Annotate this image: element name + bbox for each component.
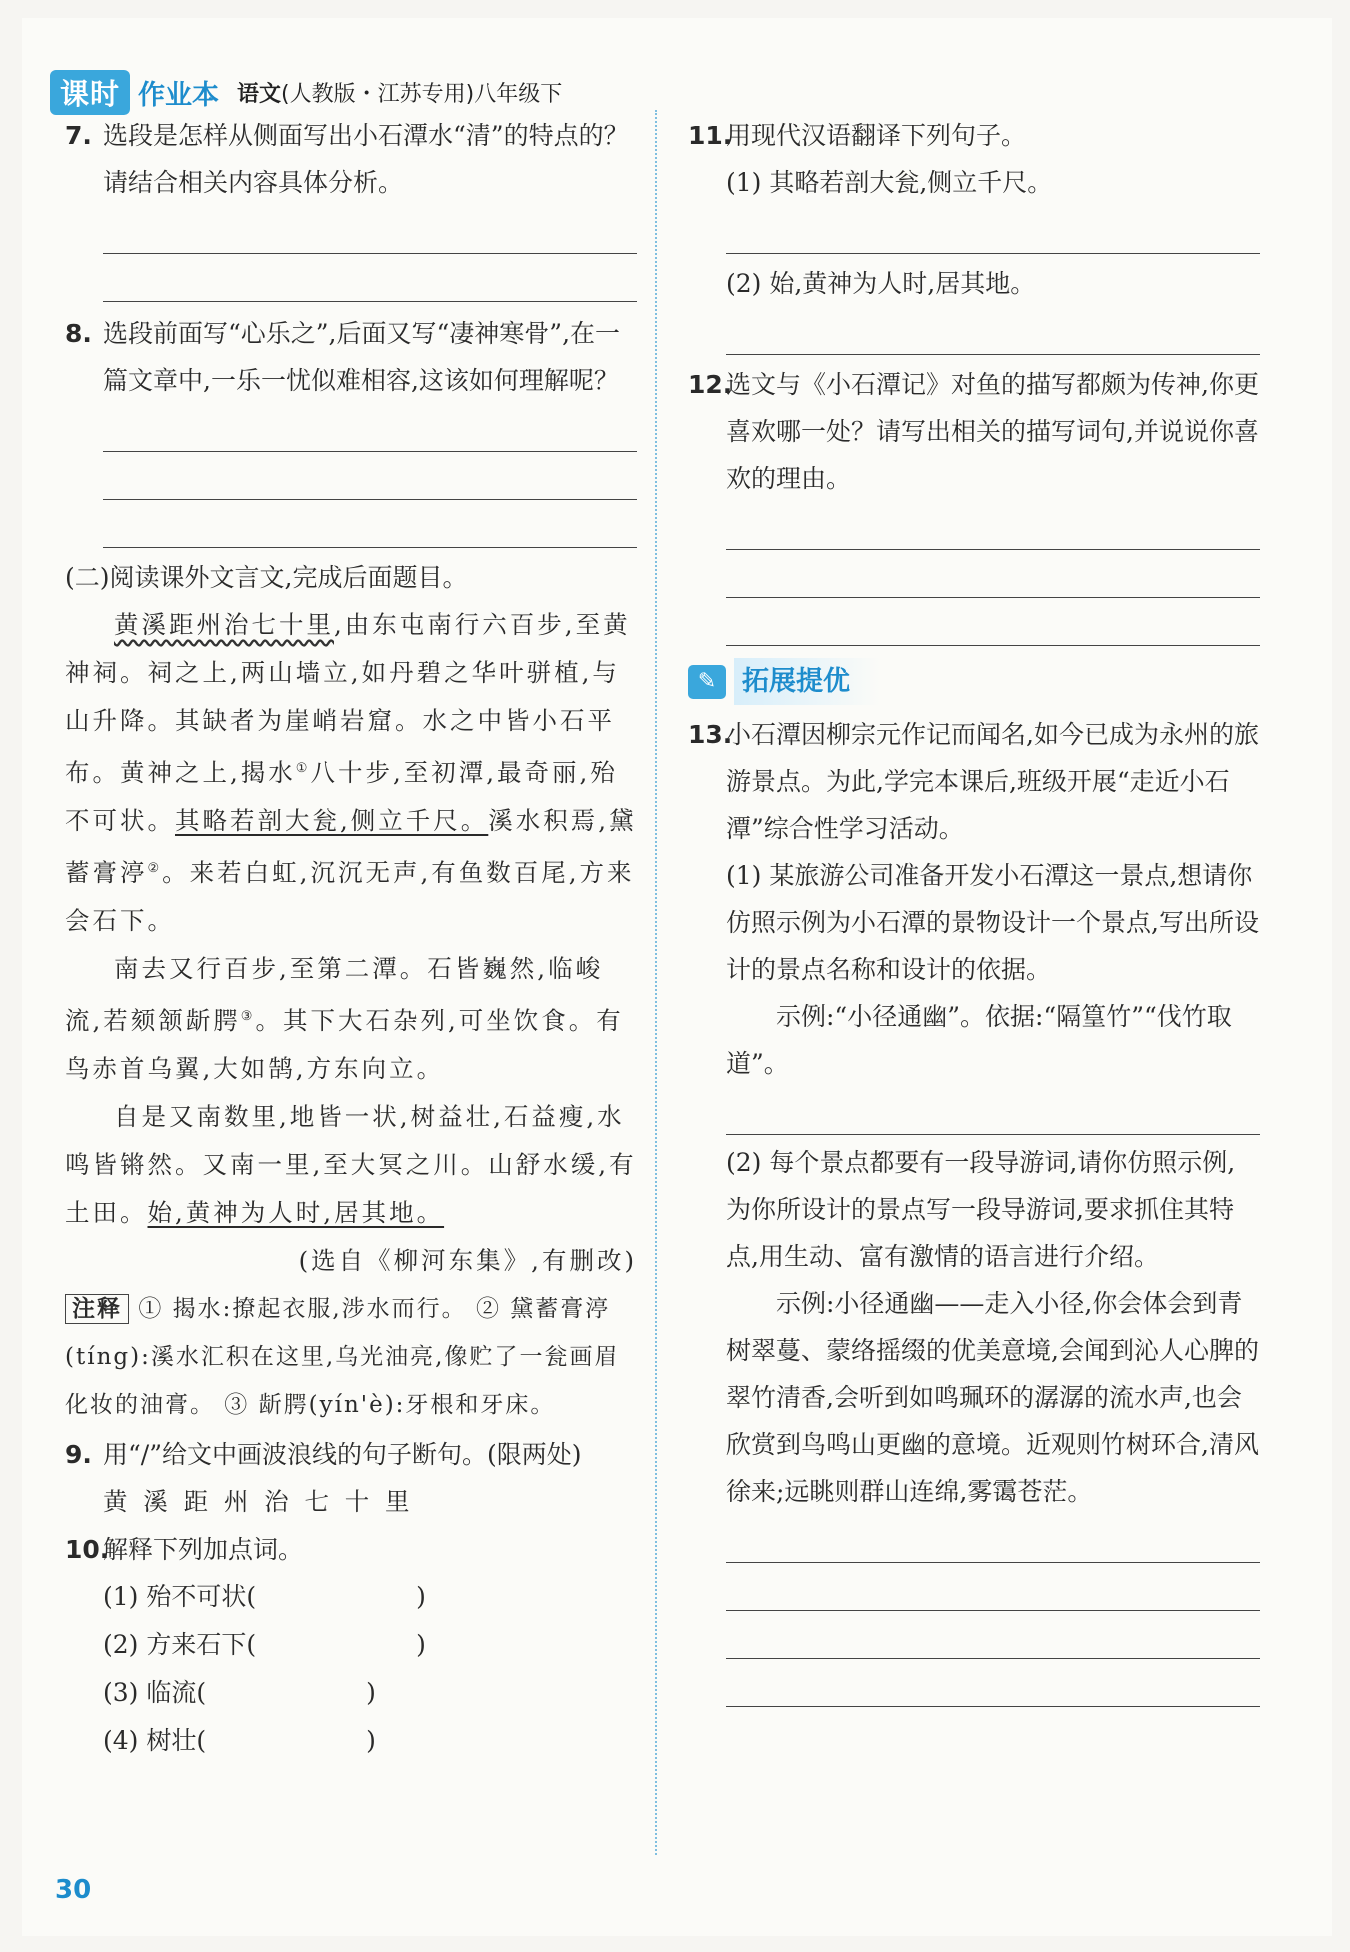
column-divider: [655, 110, 657, 1855]
q13-part-1: (1) 某旅游公司准备开发小石潭这一景点,想请你仿照示例为小石潭的景物设计一个景点,写出所设计的景点名称和设计的依据。: [726, 861, 1259, 984]
passage-text: 南去又行百步,至第二潭。石皆巍然,临峻流,若颏颔龂腭: [65, 954, 604, 1036]
item-prefix: (4) 树: [103, 1726, 172, 1756]
footnote-marker: ③: [240, 1009, 256, 1025]
question-12: [688, 361, 1260, 502]
question-11: [688, 112, 1260, 159]
item-prefix: (1) 殆: [103, 1582, 172, 1612]
left-column: [65, 112, 637, 1765]
sentence-to-punctuate[interactable]: 黄 溪 距 州 治 七 十 里: [103, 1487, 414, 1517]
notes-label: 注释: [65, 1294, 129, 1324]
item-text: 流(: [171, 1678, 207, 1708]
item-prefix: (3) 临: [103, 1678, 172, 1708]
footnote-marker: ①: [295, 761, 311, 776]
answer-line[interactable]: [103, 254, 637, 302]
answer-line[interactable]: [726, 598, 1260, 646]
q11-item-2: (2) 始,黄神为人时,居其地。: [726, 269, 1036, 298]
question-text: 用“/”给文中画波浪线的句子断句。(限两处): [103, 1440, 582, 1470]
answer-line[interactable]: [726, 206, 1260, 254]
item-text: 石下(: [196, 1630, 257, 1660]
answer-line[interactable]: [726, 1659, 1260, 1707]
question-text: 选段是怎样从侧面写出小石潭水“清”的特点的？请结合相关内容具体分析。: [103, 121, 629, 197]
pencil-icon: ✎: [688, 665, 726, 699]
answer-line[interactable]: [103, 404, 637, 452]
question-text: 解释下列加点词。: [103, 1535, 304, 1565]
question-9: [65, 1431, 637, 1478]
q13-part-2-example: 示例:小径通幽——走入小径,你会体会到青树翠蔓、蒙络摇缀的优美意境,会闻到沁人心脾的翠竹清香,会听到如鸣珮环的潺潺的流水声,也会欣赏到鸟鸣山更幽的意境。近观则竹树环合,清风徐来;远眺则群山连绵,雾霭苍茫。: [726, 1289, 1259, 1506]
item-text: 不可状(: [171, 1582, 257, 1612]
question-number: 13.: [688, 720, 733, 749]
part-two-heading: (二)阅读课外文言文,完成后面题目。: [65, 563, 468, 592]
passage-paragraph-1: [65, 601, 637, 945]
right-column: [688, 112, 1260, 1707]
question-number: 8.: [65, 319, 92, 348]
question-text: 选文与《小石潭记》对鱼的描写都颇为传神,你更喜欢哪一处？请写出相关的描写词句,并说说你喜欢的理由。: [726, 370, 1259, 493]
bracket-close: ): [416, 1630, 426, 1660]
passage-text: 溪水积焉,黛蓄膏渟: [65, 806, 637, 888]
passage-text: 。其下大石杂列,可坐饮食。有鸟赤首乌翼,大如鹄,方东向立。: [65, 1006, 624, 1084]
question-10: [65, 1526, 637, 1573]
q13-part-1-example: 示例:“小径通幽”。依据:“隔篁竹”“伐竹取道”。: [726, 1002, 1232, 1078]
header: [50, 72, 562, 112]
bracket-close: ): [366, 1726, 376, 1756]
question-text: 选段前面写“心乐之”,后面又写“凄神寒骨”,在一篇文章中,一乐一忧似难相容,这该如何理解呢？: [103, 319, 621, 395]
answer-line[interactable]: [726, 550, 1260, 598]
q13-part-2: (2) 每个景点都要有一段导游词,请你仿照示例,为你所设计的景点写一段导游词,要求抓住其特点,用生动、富有激情的语言进行介绍。: [726, 1148, 1236, 1271]
passage-paragraph-2: [65, 945, 637, 1093]
question-8: [65, 310, 637, 404]
question-text: 用现代汉语翻译下列句子。: [726, 121, 1027, 150]
question-13: [688, 711, 1260, 852]
bracket-close: ): [416, 1582, 426, 1612]
series-title: 作业本: [138, 79, 220, 111]
item-prefix: (2) 方来: [103, 1630, 197, 1660]
source-citation: (选自《柳河东集》,有删改): [298, 1246, 637, 1276]
answer-line[interactable]: [726, 502, 1260, 550]
q10-item: [103, 1573, 637, 1621]
q10-item: [103, 1669, 637, 1717]
answer-line[interactable]: [726, 1611, 1260, 1659]
passage-text: 自是又南数里,地皆一状,树益壮,石益瘦,水鸣皆锵然。又南一里,至大冥之川。山舒水缓,有土田。: [65, 1102, 637, 1228]
question-number: 9.: [65, 1440, 92, 1470]
q10-item: [103, 1717, 637, 1765]
section-title: 拓展提优: [734, 658, 880, 705]
answer-line[interactable]: [103, 206, 637, 254]
underlined-sentence: 其略若剖大瓮,侧立千尺。: [175, 806, 489, 836]
passage-paragraph-3: [65, 1093, 637, 1237]
question-text: 小石潭因柳宗元作记而闻名,如今已成为永州的旅游景点。为此,学完本课后,班级开展“走近小石潭”综合性学习活动。: [726, 720, 1259, 843]
question-number: 10.: [65, 1535, 110, 1565]
answer-line[interactable]: [726, 307, 1260, 355]
page-number: 30: [55, 1875, 92, 1905]
item-text: 壮(: [171, 1726, 207, 1756]
notes-text: ① 揭水:撩起衣服,涉水而行。 ② 黛蓄膏渟(tíng):溪水汇积在这里,乌光油亮,像贮了一瓮画眉化妆的油膏。 ③ 龂腭(yín'è):牙根和牙床。: [65, 1296, 620, 1419]
footnote-marker: ②: [147, 861, 163, 877]
passage-text: ,由东屯南行六百步,至黄神祠。祠之上,两山墙立,如丹碧之华叶骈植,与山升降。其缺者为崖峭岩窟。水之中皆小石平布。黄神之上,揭水: [65, 610, 631, 788]
subject-line: [237, 77, 562, 108]
passage-text: 。来若白虹,沉沉无声,有鱼数百尾,方来会石下。: [65, 858, 635, 936]
q10-item: [103, 1621, 637, 1669]
passage-text: 八十步,至初潭,最奇丽,殆不可状。: [65, 758, 618, 836]
answer-line[interactable]: [726, 1515, 1260, 1563]
question-7: [65, 112, 637, 206]
bracket-close: ): [366, 1678, 376, 1708]
answer-line[interactable]: [103, 500, 637, 548]
notes: [65, 1285, 637, 1429]
answer-line[interactable]: [726, 1563, 1260, 1611]
subject-bold: 语文: [237, 81, 282, 107]
answer-line[interactable]: [103, 452, 637, 500]
question-number: 7.: [65, 121, 92, 150]
question-number: 12.: [688, 370, 733, 399]
wavy-sentence: 黄溪距州治七十里: [114, 610, 334, 639]
logo: 课时: [50, 70, 130, 115]
subject-rest: (人教版・江苏专用)八年级下: [281, 81, 563, 107]
answer-line[interactable]: [726, 1087, 1260, 1135]
section-header: [688, 658, 1260, 705]
question-number: 11.: [688, 121, 733, 150]
underlined-sentence: 始,黄神为人时,居其地。: [147, 1198, 445, 1228]
q11-item-1: (1) 其略若剖大瓮,侧立千尺。: [726, 168, 1053, 197]
